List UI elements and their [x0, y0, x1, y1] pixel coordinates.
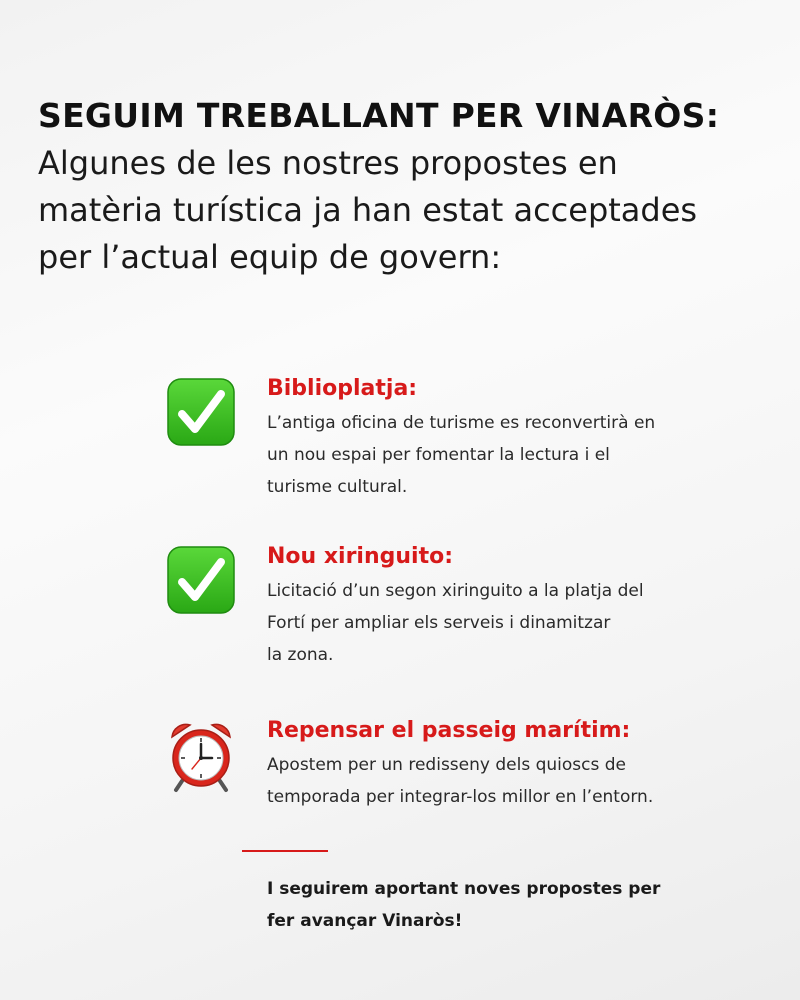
proposal-heading: Nou xiringuito: [267, 544, 454, 569]
proposal-body [267, 375, 762, 503]
proposal-body [267, 717, 762, 813]
proposal-text: L’antiga oficina de turisme es reconvertirà en un nou espai per fomentar la lectura i el turisme cultural. [267, 413, 656, 497]
closing-statement: I seguirem aportant noves propostes per fer avançar Vinaròs! [267, 879, 661, 931]
header [38, 92, 778, 281]
red-divider [242, 850, 328, 852]
proposal-text: Apostem per un redisseny dels quioscs de temporada per integrar-los millor en l’entorn. [267, 755, 654, 807]
check-mark-button-icon [166, 377, 236, 447]
alarm-clock-icon [166, 719, 236, 789]
proposal-text: Licitació d’un segon xiringuito a la platja del Fortí per ampliar els serveis i dinamitzar la zona. [267, 581, 644, 665]
page-title: SEGUIM TREBALLANT PER VINARÒS: [38, 96, 720, 135]
proposal-body [267, 543, 762, 671]
proposal-heading: Biblioplatja: [267, 376, 418, 401]
page-subtitle [38, 140, 778, 281]
page-subtitle-text: Algunes de les nostres propostes en matèria turística ja han estat acceptades per l’actual equip de govern: [38, 144, 698, 276]
check-mark-button-icon [166, 545, 236, 615]
proposal-heading: Repensar el passeig marítim: [267, 718, 631, 743]
